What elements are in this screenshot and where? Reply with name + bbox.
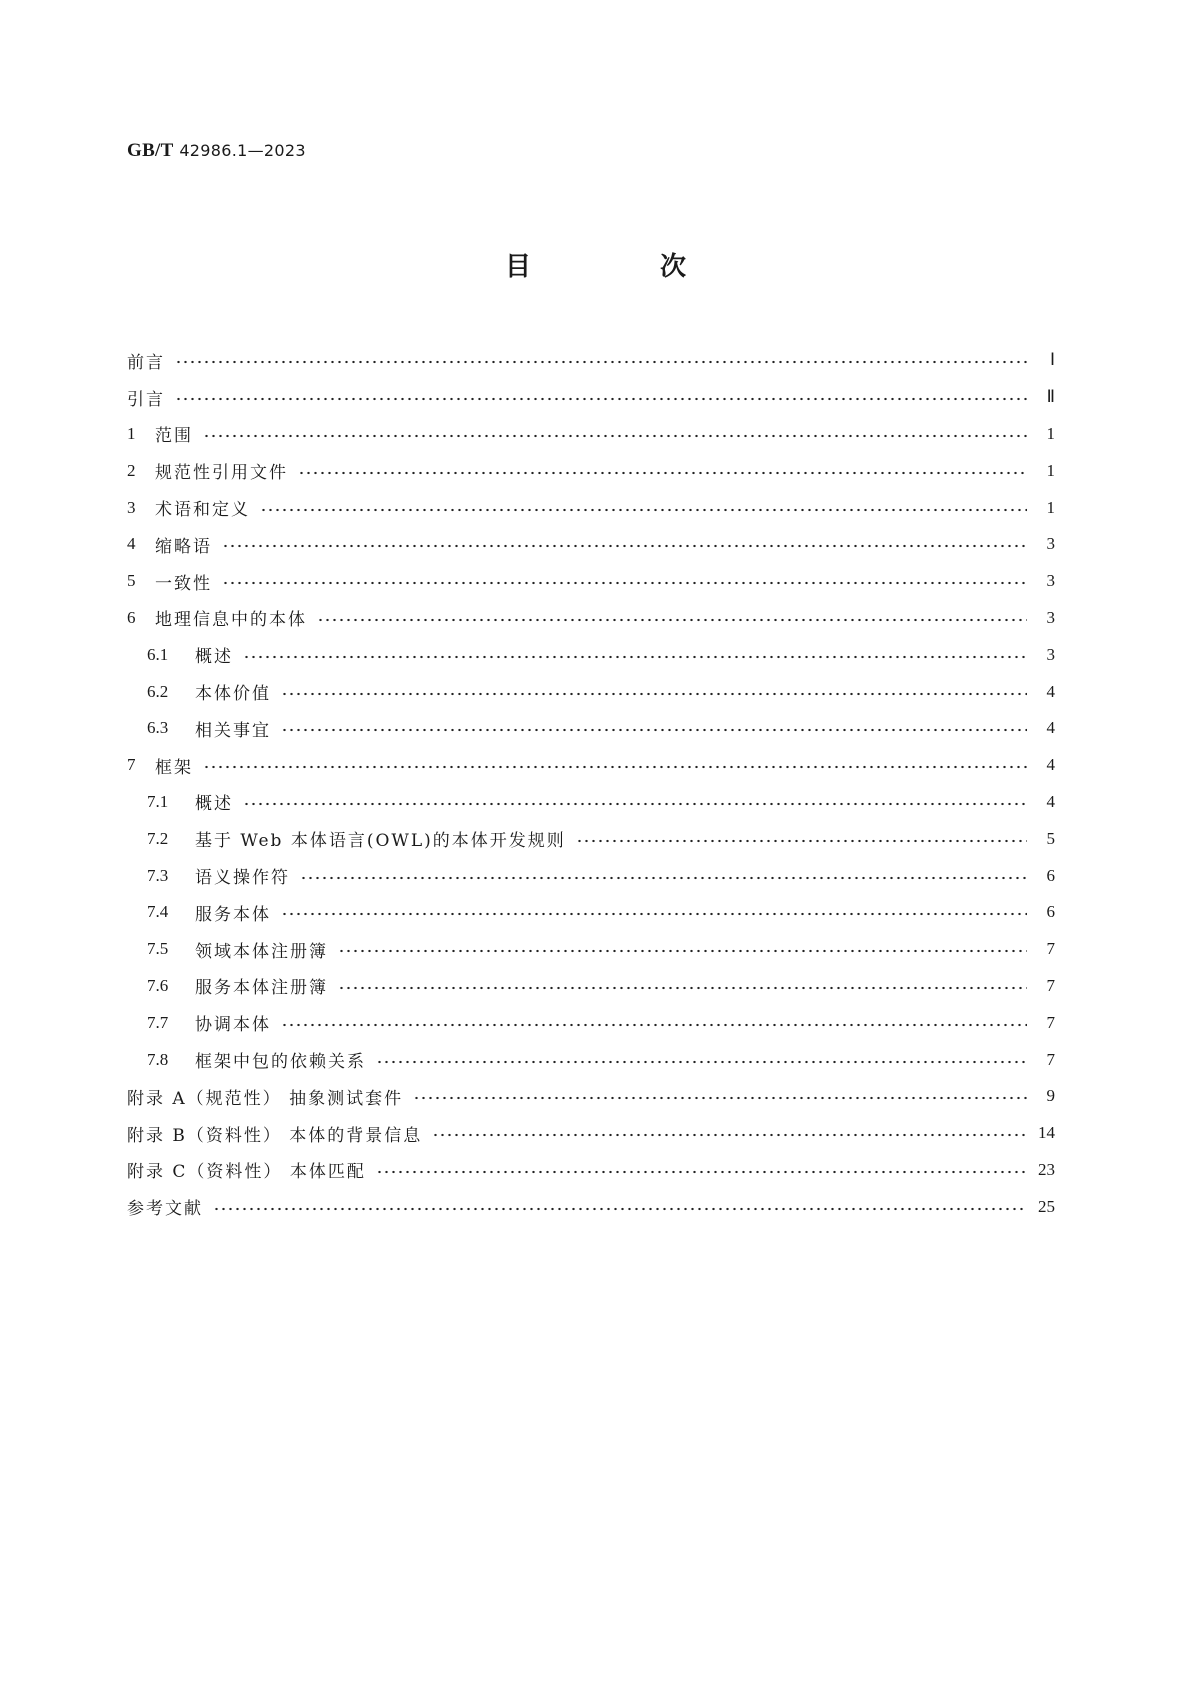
toc-entry-label: 语义操作符 [195,868,290,889]
toc-entry-label: 参考文献 [127,1199,203,1220]
toc-entry[interactable] [127,747,1055,784]
toc-entry[interactable] [127,526,1055,563]
toc-entry-label: 缩略语 [155,536,212,557]
toc-entry-number: 6 [127,607,136,627]
toc-entry[interactable] [127,710,1055,747]
toc-entry-page: 23 [1038,1159,1055,1179]
dot-leader [281,1023,1027,1027]
toc-entry-page: 7 [1046,939,1055,959]
toc-entry-number: 7.2 [147,828,169,848]
toc-entry[interactable] [127,636,1055,673]
dot-leader [576,839,1027,843]
toc-entry[interactable] [127,784,1055,821]
toc-entry-page: 4 [1046,718,1055,738]
toc-entry-label: 本体价值 [195,684,271,705]
toc-entry-label: 前言 [127,352,165,373]
dot-leader [222,581,1027,585]
toc-entry-page: 6 [1046,865,1055,885]
toc-entry-label: 服务本体 [195,904,271,925]
toc-entry-page: 25 [1038,1196,1055,1216]
dot-leader [281,692,1027,696]
toc-entry-label: 地理信息中的本体 [155,610,307,631]
toc-entry-number: 7.6 [147,975,169,995]
toc-entry[interactable] [127,563,1055,600]
toc-entry[interactable] [127,820,1055,857]
toc-entry-page: 3 [1046,644,1055,664]
dot-leader [432,1133,1027,1137]
toc-entry-page: 4 [1046,755,1055,775]
toc-entry-label: 范围 [155,426,193,447]
toc-entry-page: 4 [1046,791,1055,811]
dot-leader [222,544,1027,548]
toc-entry[interactable] [127,1078,1055,1115]
toc-entry-page: 1 [1046,497,1055,517]
toc-entry-label: 引言 [127,389,165,410]
dot-leader [203,434,1027,438]
toc-entry-label: 框架 [155,757,193,778]
toc-entry-number: 7 [127,755,136,775]
dot-leader [175,360,1027,364]
dot-leader [213,1207,1027,1211]
toc-entry[interactable] [127,416,1055,453]
toc-entry-label: 附录 B（资料性） 本体的背景信息 [127,1125,423,1146]
standard-code [127,140,306,162]
toc-entry-number: 7.5 [147,939,169,959]
dot-leader [203,765,1027,769]
toc-entry[interactable] [127,342,1055,379]
toc-entry-label: 规范性引用文件 [155,463,288,484]
toc-entry-number: 1 [127,423,136,443]
toc-entry-label: 基于 Web 本体语言(OWL)的本体开发规则 [195,831,566,852]
dot-leader [413,1096,1027,1100]
toc-entry[interactable] [127,600,1055,637]
toc-entry-page: 3 [1046,571,1055,591]
dot-leader [338,986,1027,990]
toc-entry[interactable] [127,1152,1055,1189]
dot-leader [376,1060,1027,1064]
toc-entry[interactable] [127,894,1055,931]
toc-entry-page: 5 [1046,828,1055,848]
toc-entry-page: Ⅱ [1046,387,1055,407]
toc-entry-number: 6.1 [147,644,169,664]
toc-entry[interactable] [127,931,1055,968]
toc-entry-page: 1 [1046,460,1055,480]
toc-entry-label: 附录 C（资料性） 本体匹配 [127,1162,366,1183]
toc-entry-page: Ⅰ [1049,350,1055,370]
toc-entry-number: 7.8 [147,1049,169,1069]
toc-entry[interactable] [127,1041,1055,1078]
toc-entry-page: 14 [1038,1123,1055,1143]
toc-entry-label: 相关事宜 [195,720,271,741]
toc-entry-number: 7.1 [147,791,169,811]
toc-entry-page: 7 [1046,1049,1055,1069]
toc-entry-number: 7.3 [147,865,169,885]
toc-entry-label: 领域本体注册簿 [195,941,328,962]
standard-prefix: GB/T [127,140,174,161]
page-title: 目 次 [504,252,747,282]
toc-entry-number: 6.2 [147,681,169,701]
dot-leader [338,949,1027,953]
toc-entry-page: 4 [1046,681,1055,701]
dot-leader [376,1170,1027,1174]
toc-entry[interactable] [127,1004,1055,1041]
toc-entry-page: 7 [1046,1012,1055,1032]
dot-leader [281,912,1027,916]
toc-entry-label: 框架中包的依赖关系 [195,1052,366,1073]
toc-entry-label: 附录 A（规范性） 抽象测试套件 [127,1088,404,1109]
dot-leader [243,655,1027,659]
toc-entry[interactable] [127,968,1055,1005]
toc-entry-number: 6.3 [147,718,169,738]
toc-entry-label: 协调本体 [195,1015,271,1036]
dot-leader [260,508,1027,512]
dot-leader [317,618,1027,622]
toc-entry-number: 7.4 [147,902,169,922]
toc-entry[interactable] [127,452,1055,489]
toc-entry-number: 3 [127,497,136,517]
toc-entry-number: 2 [127,460,136,480]
toc-entry-page: 6 [1046,902,1055,922]
table-of-contents [127,342,1055,1225]
dot-leader [300,876,1027,880]
toc-entry[interactable] [127,857,1055,894]
toc-entry[interactable] [127,673,1055,710]
standard-number: 42986.1—2023 [179,141,306,160]
toc-entry-number: 7.7 [147,1012,169,1032]
toc-entry-label: 概述 [195,794,233,815]
toc-entry-label: 概述 [195,647,233,668]
toc-entry-page: 9 [1046,1086,1055,1106]
toc-entry[interactable] [127,379,1055,416]
toc-entry[interactable] [127,489,1055,526]
toc-entry[interactable] [127,1115,1055,1152]
toc-entry-page: 3 [1046,607,1055,627]
toc-entry-page: 3 [1046,534,1055,554]
toc-entry[interactable] [127,1188,1055,1225]
dot-leader [281,728,1027,732]
toc-entry-number: 5 [127,571,136,591]
toc-entry-label: 服务本体注册簿 [195,978,328,999]
dot-leader [175,397,1027,401]
toc-entry-number: 4 [127,534,136,554]
dot-leader [298,471,1027,475]
toc-entry-page: 1 [1046,423,1055,443]
toc-entry-label: 一致性 [155,573,212,594]
toc-entry-page: 7 [1046,975,1055,995]
dot-leader [243,802,1027,806]
toc-entry-label: 术语和定义 [155,500,250,521]
